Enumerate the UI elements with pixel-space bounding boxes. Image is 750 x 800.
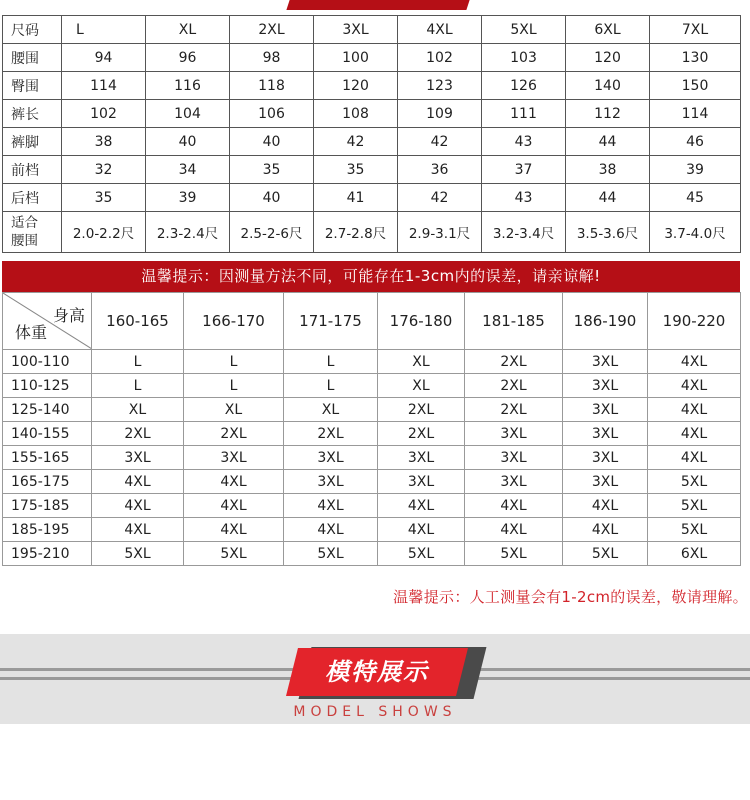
- size-value-cell: 35: [314, 156, 398, 184]
- fit-waist-cell: 3.7-4.0尺: [650, 212, 741, 253]
- fit-waist-cell: 2.0-2.2尺: [62, 212, 146, 253]
- fit-waist-row: [3, 212, 741, 253]
- size-value-cell: 94: [62, 44, 146, 72]
- size-header-cell: L: [62, 16, 146, 44]
- recommended-size-cell: 4XL: [648, 398, 741, 422]
- recommended-size-cell: 3XL: [284, 446, 378, 470]
- size-value-cell: 45: [650, 184, 741, 212]
- size-value-cell: 98: [230, 44, 314, 72]
- notice-text: 温馨提示：因测量方法不同，可能存在1-3cm内的误差，请亲谅解!: [141, 267, 601, 285]
- height-range-cell: 181-185: [465, 293, 563, 350]
- size-value-cell: 130: [650, 44, 741, 72]
- size-row-label: 后档: [3, 184, 62, 212]
- weight-label: 体重: [15, 323, 48, 342]
- height-range-cell: 171-175: [284, 293, 378, 350]
- size-value-cell: 43: [482, 184, 566, 212]
- weight-range-cell: 195-210: [3, 542, 92, 566]
- recommended-size-cell: L: [92, 374, 184, 398]
- size-value-cell: 38: [566, 156, 650, 184]
- weight-range-cell: 185-195: [3, 518, 92, 542]
- size-value-cell: 112: [566, 100, 650, 128]
- size-value-cell: 34: [146, 156, 230, 184]
- recommended-size-cell: 5XL: [92, 542, 184, 566]
- size-value-cell: 120: [314, 72, 398, 100]
- size-value-cell: 44: [566, 184, 650, 212]
- recommended-size-cell: 4XL: [563, 494, 648, 518]
- size-value-cell: 41: [314, 184, 398, 212]
- recommended-size-cell: XL: [284, 398, 378, 422]
- recommended-size-cell: 5XL: [648, 494, 741, 518]
- size-row-label: 腰围: [3, 44, 62, 72]
- recommended-size-cell: 2XL: [465, 374, 563, 398]
- recommended-size-cell: 3XL: [184, 446, 284, 470]
- size-value-cell: 140: [566, 72, 650, 100]
- size-header-cell: 6XL: [566, 16, 650, 44]
- size-value-cell: 35: [230, 156, 314, 184]
- recommended-size-cell: 3XL: [284, 470, 378, 494]
- size-header-cell: XL: [146, 16, 230, 44]
- size-value-cell: 96: [146, 44, 230, 72]
- size-table: [2, 15, 741, 253]
- size-value-cell: 32: [62, 156, 146, 184]
- recommended-size-cell: L: [284, 350, 378, 374]
- size-value-cell: 108: [314, 100, 398, 128]
- recommended-size-cell: L: [92, 350, 184, 374]
- weight-range-cell: 125-140: [3, 398, 92, 422]
- recommended-size-cell: 2XL: [184, 422, 284, 446]
- recommended-size-cell: 3XL: [378, 470, 465, 494]
- recommended-size-cell: L: [184, 374, 284, 398]
- size-row-label: 前档: [3, 156, 62, 184]
- height-label: 身高: [52, 306, 85, 325]
- size-value-cell: 120: [566, 44, 650, 72]
- size-row: [3, 128, 741, 156]
- fit-waist-label-line1: 适合: [11, 215, 38, 231]
- size-value-cell: 118: [230, 72, 314, 100]
- recommended-size-cell: 4XL: [648, 374, 741, 398]
- size-value-cell: 106: [230, 100, 314, 128]
- recommended-size-cell: 5XL: [378, 542, 465, 566]
- size-value-cell: 42: [398, 184, 482, 212]
- recommended-size-cell: 2XL: [465, 398, 563, 422]
- size-value-cell: 116: [146, 72, 230, 100]
- ref-row: [3, 350, 741, 374]
- recommended-size-cell: XL: [92, 398, 184, 422]
- size-value-cell: 40: [230, 184, 314, 212]
- recommended-size-cell: 4XL: [648, 446, 741, 470]
- size-value-cell: 114: [650, 100, 741, 128]
- ref-row: [3, 398, 741, 422]
- model-section-title: 模特展示: [325, 658, 429, 686]
- recommended-size-cell: 2XL: [378, 398, 465, 422]
- ref-row: [3, 374, 741, 398]
- size-header-cell: 7XL: [650, 16, 741, 44]
- size-value-cell: 103: [482, 44, 566, 72]
- height-range-cell: 160-165: [92, 293, 184, 350]
- ref-header-row: [3, 293, 741, 350]
- size-value-cell: 39: [146, 184, 230, 212]
- height-range-cell: 186-190: [563, 293, 648, 350]
- size-value-cell: 42: [398, 128, 482, 156]
- recommended-size-cell: 3XL: [378, 446, 465, 470]
- size-header-cell: 3XL: [314, 16, 398, 44]
- height-weight-corner-cell: [3, 293, 92, 350]
- size-row: [3, 100, 741, 128]
- recommended-size-cell: L: [184, 350, 284, 374]
- weight-range-cell: 175-185: [3, 494, 92, 518]
- recommended-size-cell: 4XL: [184, 470, 284, 494]
- recommended-size-cell: 4XL: [284, 518, 378, 542]
- size-value-cell: 40: [146, 128, 230, 156]
- recommended-size-cell: 3XL: [465, 446, 563, 470]
- weight-range-cell: 165-175: [3, 470, 92, 494]
- size-row: [3, 72, 741, 100]
- recommended-size-cell: 4XL: [648, 422, 741, 446]
- size-row-label: 裤脚: [3, 128, 62, 156]
- recommended-size-cell: 4XL: [648, 350, 741, 374]
- fit-waist-cell: 3.5-3.6尺: [566, 212, 650, 253]
- measurement-notice-bar: [2, 261, 740, 292]
- size-value-cell: 36: [398, 156, 482, 184]
- recommended-size-cell: 3XL: [92, 446, 184, 470]
- size-value-cell: 46: [650, 128, 741, 156]
- size-value-cell: 44: [566, 128, 650, 156]
- recommended-size-cell: 3XL: [563, 350, 648, 374]
- size-row: [3, 44, 741, 72]
- ref-row: [3, 470, 741, 494]
- recommended-size-cell: 2XL: [284, 422, 378, 446]
- size-header-cell: 5XL: [482, 16, 566, 44]
- size-value-cell: 35: [62, 184, 146, 212]
- fit-waist-cell: 2.9-3.1尺: [398, 212, 482, 253]
- manual-measure-tip: 温馨提示：人工测量会有1-2cm的误差，敬请理解。: [393, 588, 748, 606]
- recommended-size-cell: 3XL: [465, 422, 563, 446]
- size-row: [3, 184, 741, 212]
- recommended-size-cell: 5XL: [648, 518, 741, 542]
- ref-row: [3, 518, 741, 542]
- size-value-cell: 104: [146, 100, 230, 128]
- model-section-banner: [0, 634, 750, 724]
- recommended-size-cell: 4XL: [184, 494, 284, 518]
- recommended-size-cell: 5XL: [184, 542, 284, 566]
- size-chart-header-tab: [286, 0, 469, 10]
- recommended-size-cell: 3XL: [563, 470, 648, 494]
- size-row: [3, 156, 741, 184]
- recommended-size-cell: 5XL: [465, 542, 563, 566]
- size-value-cell: 40: [230, 128, 314, 156]
- recommended-size-cell: 3XL: [563, 398, 648, 422]
- recommended-size-cell: 4XL: [92, 518, 184, 542]
- ref-row: [3, 446, 741, 470]
- size-header-label: 尺码: [3, 16, 62, 44]
- fit-waist-label: [3, 212, 62, 253]
- recommended-size-cell: XL: [378, 374, 465, 398]
- recommended-size-cell: 4XL: [184, 518, 284, 542]
- fit-waist-cell: 3.2-3.4尺: [482, 212, 566, 253]
- height-range-cell: 190-220: [648, 293, 741, 350]
- recommended-size-cell: 5XL: [563, 542, 648, 566]
- size-header-cell: 4XL: [398, 16, 482, 44]
- fit-waist-cell: 2.7-2.8尺: [314, 212, 398, 253]
- size-value-cell: 100: [314, 44, 398, 72]
- weight-range-cell: 100-110: [3, 350, 92, 374]
- recommended-size-cell: XL: [184, 398, 284, 422]
- weight-range-cell: 110-125: [3, 374, 92, 398]
- ref-row: [3, 542, 741, 566]
- model-section-subtitle: MODEL SHOWS: [293, 704, 457, 720]
- recommended-size-cell: 4XL: [563, 518, 648, 542]
- size-value-cell: 102: [398, 44, 482, 72]
- fit-waist-cell: 2.5-2-6尺: [230, 212, 314, 253]
- recommended-size-cell: 4XL: [378, 518, 465, 542]
- size-value-cell: 39: [650, 156, 741, 184]
- size-value-cell: 37: [482, 156, 566, 184]
- size-value-cell: 111: [482, 100, 566, 128]
- fit-waist-cell: 2.3-2.4尺: [146, 212, 230, 253]
- recommended-size-cell: 3XL: [563, 374, 648, 398]
- recommended-size-cell: 2XL: [465, 350, 563, 374]
- recommended-size-cell: 5XL: [648, 470, 741, 494]
- recommended-size-cell: 3XL: [563, 422, 648, 446]
- size-reference-table: [2, 292, 741, 566]
- size-value-cell: 42: [314, 128, 398, 156]
- weight-range-cell: 140-155: [3, 422, 92, 446]
- height-range-cell: 176-180: [378, 293, 465, 350]
- recommended-size-cell: 4XL: [465, 494, 563, 518]
- size-row-label: 裤长: [3, 100, 62, 128]
- recommended-size-cell: L: [284, 374, 378, 398]
- recommended-size-cell: 2XL: [378, 422, 465, 446]
- recommended-size-cell: 6XL: [648, 542, 741, 566]
- fit-waist-label-line2: 腰围: [11, 233, 38, 249]
- size-value-cell: 150: [650, 72, 741, 100]
- recommended-size-cell: 4XL: [92, 470, 184, 494]
- size-value-cell: 43: [482, 128, 566, 156]
- size-value-cell: 38: [62, 128, 146, 156]
- size-value-cell: 123: [398, 72, 482, 100]
- size-value-cell: 114: [62, 72, 146, 100]
- size-value-cell: 126: [482, 72, 566, 100]
- ref-row: [3, 422, 741, 446]
- recommended-size-cell: 3XL: [465, 470, 563, 494]
- size-value-cell: 109: [398, 100, 482, 128]
- size-value-cell: 102: [62, 100, 146, 128]
- ref-row: [3, 494, 741, 518]
- size-header-row: [3, 16, 741, 44]
- recommended-size-cell: 4XL: [284, 494, 378, 518]
- height-range-cell: 166-170: [184, 293, 284, 350]
- recommended-size-cell: 3XL: [563, 446, 648, 470]
- recommended-size-cell: 4XL: [378, 494, 465, 518]
- size-header-cell: 2XL: [230, 16, 314, 44]
- recommended-size-cell: XL: [378, 350, 465, 374]
- recommended-size-cell: 5XL: [284, 542, 378, 566]
- recommended-size-cell: 4XL: [465, 518, 563, 542]
- weight-range-cell: 155-165: [3, 446, 92, 470]
- recommended-size-cell: 2XL: [92, 422, 184, 446]
- recommended-size-cell: 4XL: [92, 494, 184, 518]
- size-row-label: 臀围: [3, 72, 62, 100]
